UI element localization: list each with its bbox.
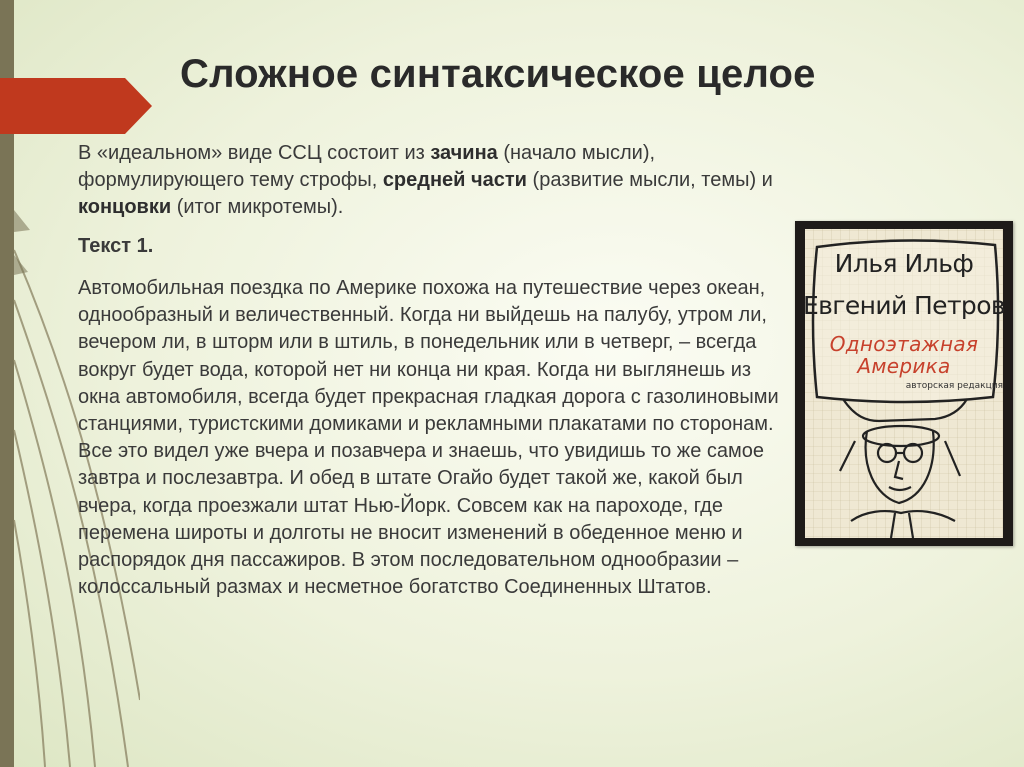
term-zachin: зачина: [430, 142, 498, 164]
body-text: Автомобильная поездка по Америке похожа на путешествие через океан, однообразный и величественный. Когда ни выйдешь на палубу, утром ли, вечером ли, в шторм или в штиль, в понедельник или в четверг, – всегда вокруг будет вода, которой нет ни конца ни края. Когда ни выглянешь из окна автомобиля, всегда будет прекрасная гладкая дорога с газолиновыми станциями, туристскими домиками и рекламными плакатами по сторонам. Все это видел уже вчера и позавчера и знаешь, что увидишь то же самое завтра и послезавтра. И обед в штате Огайо будет такой же, какой был вчера, когда проезжали штат Нью-Йорк. Совсем как на пароходе, где перемена широты и долготы не вносит изменений в обеденное меню и распорядок дня пассажиров. В этом последовательном однообразии – колоссальный размах и несметное богатство Соединенных Штатов.: [78, 277, 779, 599]
book-title-line-2: Америка: [857, 354, 951, 378]
slide-content: [78, 140, 783, 601]
intro-paragraph: В «идеальном» виде ССЦ состоит из зачина (начало мысли), формулирующего тему строфы, средней части (развитие мысли, темы) и концовки (итог микротемы).: [78, 142, 773, 218]
slide-title: Сложное синтаксическое целое: [180, 52, 816, 96]
text-heading: Текст 1.: [78, 235, 154, 257]
term-ending: концовки: [78, 196, 172, 218]
book-title-line-1: Одноэтажная: [829, 332, 979, 356]
book-author-1: Илья Ильф: [834, 249, 974, 278]
term-middle-part: средней части: [382, 169, 527, 191]
book-cover-image: [795, 221, 1013, 546]
book-edition: авторская редакция: [905, 381, 1003, 391]
book-author-2: Евгений Петров: [802, 291, 1006, 320]
title-arrow-decoration: [0, 78, 152, 134]
